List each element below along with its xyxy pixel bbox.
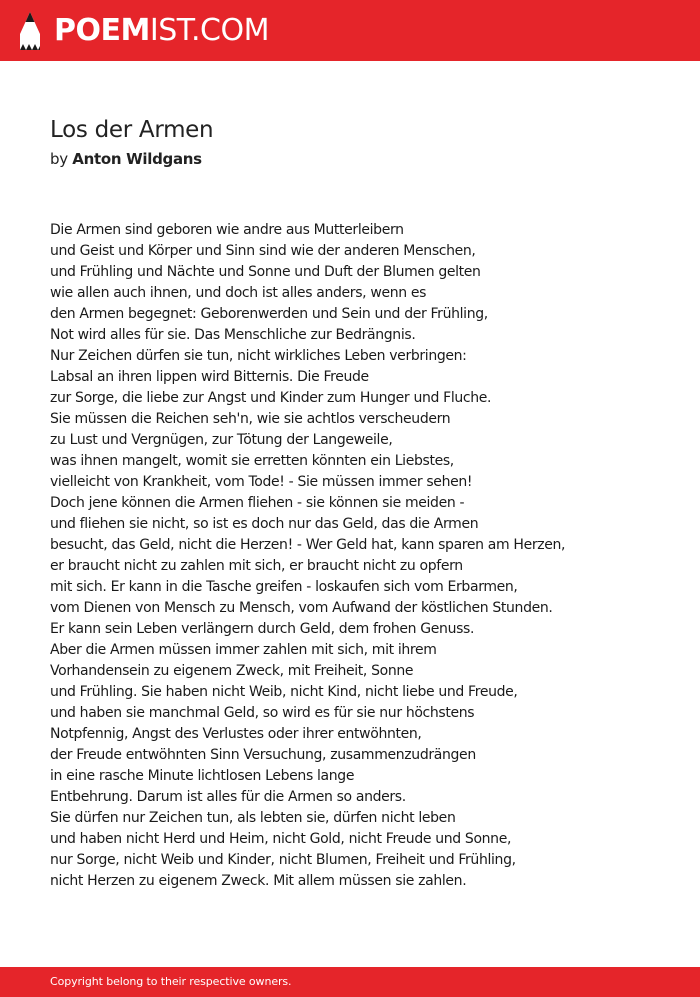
logo-text [54, 10, 269, 52]
poem-line: zur Sorge, die liebe zur Angst und Kinder zum Hunger und Fluche. [50, 390, 492, 406]
poem-line: besucht, das Geld, nicht die Herzen! - Wer Geld hat, kann sparen am Herzen, [50, 537, 566, 553]
poem-line: und fliehen sie nicht, so ist es doch nur das Geld, das die Armen [50, 516, 479, 532]
poem-line: Not wird alles für sie. Das Menschliche zur Bedrängnis. [50, 327, 416, 343]
poem-line: den Armen begegnet: Geborenwerden und Sein und der Frühling, [50, 306, 488, 322]
poem-line: nicht Herzen zu eigenem Zweck. Mit allem müssen sie zahlen. [50, 873, 467, 889]
poem-line: Die Armen sind geboren wie andre aus Mutterleibern [50, 222, 404, 238]
poem-line: vielleicht von Krankheit, vom Tode! - Sie müssen immer sehen! [50, 474, 473, 490]
poem-line: und Geist und Körper und Sinn sind wie der anderen Menschen, [50, 243, 476, 259]
poem-line: Sie müssen die Reichen seh'n, wie sie achtlos verscheudern [50, 411, 451, 427]
poem-line: wie allen auch ihnen, und doch ist alles anders, wenn es [50, 285, 427, 301]
poem-line: Nur Zeichen dürfen sie tun, nicht wirkliches Leben verbringen: [50, 348, 467, 364]
poem-line: Aber die Armen müssen immer zahlen mit sich, mit ihrem [50, 642, 437, 658]
poem-author: Anton Wildgans [72, 150, 202, 168]
poem-line: Doch jene können die Armen fliehen - sie können sie meiden - [50, 495, 465, 511]
poem-line: und haben nicht Herd und Heim, nicht Gold, nicht Freude und Sonne, [50, 831, 512, 847]
poem-title: Los der Armen [50, 117, 214, 143]
pencil-icon [18, 10, 42, 52]
poem-line: und Frühling. Sie haben nicht Weib, nicht Kind, nicht liebe und Freude, [50, 684, 518, 700]
copyright-text: Copyright belong to their respective owners. [50, 975, 292, 988]
poem-line: Notpfennig, Angst des Verlustes oder ihrer entwöhnten, [50, 726, 422, 742]
poem-byline [50, 150, 202, 168]
poem-line: Er kann sein Leben verlängern durch Geld, dem frohen Genuss. [50, 621, 475, 637]
site-logo[interactable] [18, 10, 269, 52]
poem-line: was ihnen mangelt, womit sie erretten könnten ein Liebstes, [50, 453, 454, 469]
poem-line: und Frühling und Nächte und Sonne und Duft der Blumen gelten [50, 264, 481, 280]
poem-line: und haben sie manchmal Geld, so wird es für sie nur höchstens [50, 705, 475, 721]
poem-line: er braucht nicht zu zahlen mit sich, er braucht nicht zu opfern [50, 558, 463, 574]
logo-text-bold: POEM [54, 13, 150, 48]
poem-line: nur Sorge, nicht Weib und Kinder, nicht Blumen, Freiheit und Frühling, [50, 852, 516, 868]
poem-body [50, 220, 565, 892]
poem-line: der Freude entwöhnten Sinn Versuchung, zusammenzudrängen [50, 747, 476, 763]
poem-line: Sie dürfen nur Zeichen tun, als lebten sie, dürfen nicht leben [50, 810, 456, 826]
poem-line: zu Lust und Vergnügen, zur Tötung der Langeweile, [50, 432, 393, 448]
logo-text-light: IST.COM [149, 13, 269, 48]
site-footer [0, 967, 700, 997]
poem-line: Labsal an ihren lippen wird Bitternis. Die Freude [50, 369, 369, 385]
poem-line: in eine rasche Minute lichtlosen Lebens lange [50, 768, 355, 784]
poem-line: Entbehrung. Darum ist alles für die Armen so anders. [50, 789, 406, 805]
by-label: by [50, 150, 68, 168]
poem-line: vom Dienen von Mensch zu Mensch, vom Aufwand der köstlichen Stunden. [50, 600, 553, 616]
poem-line: mit sich. Er kann in die Tasche greifen - loskaufen sich vom Erbarmen, [50, 579, 518, 595]
site-header [0, 0, 700, 61]
poem-line: Vorhandensein zu eigenem Zweck, mit Freiheit, Sonne [50, 663, 414, 679]
